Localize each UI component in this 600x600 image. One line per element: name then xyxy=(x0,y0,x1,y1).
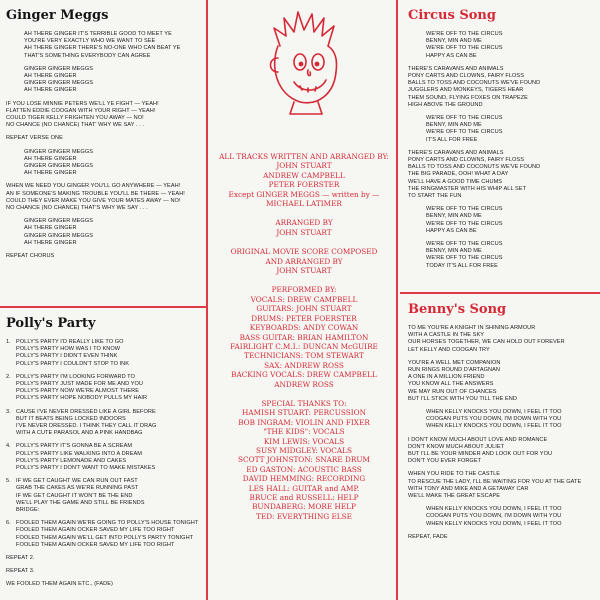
lyric-text: TO START THE FUN xyxy=(408,193,462,200)
credits-line: AND ARRANGED BY xyxy=(265,256,343,266)
lyric-text: WITH TONY AND MIKE AND A GETAWAY CAR xyxy=(408,485,529,492)
lyric-line xyxy=(6,240,200,247)
lyric-line xyxy=(6,409,206,416)
lyric-line xyxy=(408,347,600,354)
lyric-text: AH THERE GINGER xyxy=(24,155,77,162)
lyric-text: WE'LL HAVE A GOOD TIME CHUMS xyxy=(408,178,503,185)
lyric-text: FOOLED THEM AGAIN OCKER SAVED MY LIFE TOO RIGHT xyxy=(16,527,175,534)
lyric-text: BALLS TO TOSS AND COCONUTS WE'VE FOUND xyxy=(408,164,541,171)
lyric-line xyxy=(6,31,200,38)
lyric-line xyxy=(408,241,594,248)
credits-line: BACKING VOCALS: DREW CAMPBELL xyxy=(231,370,377,380)
lyric-text: POLLY'S PARTY NOW WE'RE ALMOST THERE xyxy=(16,388,139,395)
lyric-text: HAPPY AS CAN BE xyxy=(426,52,477,59)
credits-line: GUITARS: JOHN STUART xyxy=(256,304,352,314)
credits-gap xyxy=(210,237,398,247)
lyric-line xyxy=(6,205,200,212)
lyric-text: PONY CARTS AND CLOWNS, FAIRY FLOSS xyxy=(408,157,524,164)
lyric-line xyxy=(408,479,600,486)
credits-line: TECHNICIANS: TOM STEWART xyxy=(244,351,364,361)
lyric-line xyxy=(6,253,200,260)
lyric-text: NO CHANCE (NO CHANCE) THAT'S WHY WE SAY . . . xyxy=(6,205,148,212)
verse-number: 1. xyxy=(6,339,11,345)
lyric-text: THERE'S CARAVANS AND ANIMALS xyxy=(408,149,504,156)
song-title-bennys-song: Benny's Song xyxy=(408,302,507,317)
lyric-text: BENNY, MIN AND ME xyxy=(426,38,482,45)
lyric-line xyxy=(408,534,600,541)
lyric-line xyxy=(408,87,594,94)
credits-line: JOHN STUART xyxy=(276,161,332,171)
lyric-line xyxy=(408,471,600,478)
lyric-text: CAUSE I'VE NEVER DRESSED LIKE A GIRL BEFORE xyxy=(16,408,156,415)
credits-line: LES HALL: GUITAR and AMP. xyxy=(248,483,360,493)
lyric-text: IF WE GET CAUGHT WE CAN RUN OUT FAST xyxy=(16,478,138,485)
lyric-text: REPEAT 2. xyxy=(6,555,35,562)
lyric-line xyxy=(408,493,600,500)
polly-section xyxy=(6,312,206,600)
lyric-line xyxy=(6,555,206,562)
credits-line: BUNDABERG: MORE HELP xyxy=(252,502,356,512)
lyric-text: THE RINGMASTER WITH HIS WHIP ALL SET xyxy=(408,185,527,192)
song-title-circus-song: Circus Song xyxy=(408,8,496,23)
lyric-line xyxy=(408,193,594,200)
lyric-text: DON'T KNOW MUCH ABOUT JULIET xyxy=(408,443,505,450)
lyric-line xyxy=(408,389,600,396)
lyric-line xyxy=(6,73,200,80)
lyric-text: TODAY IT'S ALL FOR FREE xyxy=(426,262,498,269)
credits-line: BASS GUITAR: BRIAN HAMILTON xyxy=(239,332,369,342)
lyric-text: COOGAN PUTS YOU DOWN, I'M DOWN WITH YOU xyxy=(426,416,562,423)
lyric-line xyxy=(6,53,200,60)
lyric-line xyxy=(408,53,594,60)
lyric-text: WE'LL PLAY THE GAME AND STILL BE FRIENDS xyxy=(16,499,145,506)
lyric-line xyxy=(408,80,594,87)
credits-line: JOHN STUART xyxy=(276,227,332,237)
lyric-line xyxy=(408,66,594,73)
lyric-line xyxy=(6,361,206,368)
lyric-line xyxy=(408,137,594,144)
credits-gap xyxy=(210,275,398,285)
lyric-line xyxy=(6,381,206,388)
lyric-text: IF YOU LOSE MINNIE PETERS WE'LL YE FIGHT — YEAH! xyxy=(6,100,159,107)
lyric-line xyxy=(408,486,600,493)
lyric-text: AN IF SOMEONE'S MAKING TROUBLE YOU'LL BE THERE — YEAH! xyxy=(6,190,185,197)
lyric-text: THE BIG PARADE, OOH! WHAT A DAY xyxy=(408,171,509,178)
lyric-text: PONY CARTS AND CLOWNS, FAIRY FLOSS xyxy=(408,73,524,80)
lyric-line xyxy=(6,493,206,500)
lyric-line xyxy=(6,458,206,465)
lyric-text: GINGER GINGER MEGGS xyxy=(24,163,94,170)
credits-line: VOCALS: DREW CAMPBELL xyxy=(250,294,358,304)
divider-right xyxy=(400,292,600,294)
lyric-line xyxy=(6,416,206,423)
lyric-text: REPEAT CHORUS xyxy=(6,253,55,260)
credits-line: ANDREW ROSS xyxy=(274,379,334,389)
credits-line: "THE KIDS": VOCALS xyxy=(263,427,345,437)
lyric-text: HIGH ABOVE THE GROUND xyxy=(408,101,483,108)
lyric-line xyxy=(6,115,200,122)
lyric-text: WE'RE OFF TO THE CIRCUS xyxy=(426,255,503,262)
lyric-text: POLLY'S PARTY I DIDN'T EVEN THINK xyxy=(16,353,118,360)
lyric-line xyxy=(6,233,200,240)
lyric-line xyxy=(6,218,200,225)
credits-line: KEYBOARDS: ANDY COWAN xyxy=(249,323,359,333)
lyric-line xyxy=(408,396,600,403)
lyric-text: GINGER GINGER MEGGS xyxy=(24,232,94,239)
lyric-text: POLLY'S PARTY LIKE WALKING INTO A DREAM xyxy=(16,450,143,457)
lyric-text: REPEAT, FADE xyxy=(408,533,448,540)
credits-heading: ARRANGED BY xyxy=(275,218,333,228)
lyric-line xyxy=(408,339,600,346)
song-title-pollys-party: Polly's Party xyxy=(6,316,96,331)
verse-number: 4. xyxy=(6,443,11,450)
lyric-line xyxy=(6,507,206,514)
lyric-text: BALLS TO TOSS AND COCONUTS WE'VE FOUND xyxy=(408,80,541,87)
credits-column xyxy=(210,0,398,600)
lyric-line xyxy=(6,443,206,450)
lyric-line xyxy=(6,101,200,108)
lyric-line xyxy=(408,255,594,262)
credits-line: BOB INGRAM: VIOLIN AND FIXER xyxy=(238,417,370,427)
lyric-line xyxy=(408,221,594,228)
credits-heading: ORIGINAL MOVIE SCORE COMPOSED xyxy=(230,247,378,257)
lyric-line xyxy=(408,381,600,388)
credits-line: DRUMS: PETER FOERSTER xyxy=(251,313,357,323)
lyric-text: WHEN KELLY KNOCKS YOU DOWN, I FEEL IT TOO xyxy=(426,409,562,416)
lyric-text: A ONE IN A MILLION FRIEND xyxy=(408,374,485,381)
lyric-line xyxy=(408,360,600,367)
divider-left xyxy=(0,306,208,308)
lyric-line xyxy=(6,388,206,395)
lyric-text: THEM SOUND, FLYING FOXES ON TRAPEZE xyxy=(408,94,528,101)
lyric-text: TO ME YOU'RE A KNIGHT IN SHINING ARMOUR xyxy=(408,325,536,331)
credits-gap xyxy=(210,389,398,399)
lyric-text: I'VE NEVER DRESSED. I THINK THEY CALL IT DRAG xyxy=(16,423,157,430)
credits-line: PETER FOERSTER xyxy=(268,180,340,190)
lyric-line xyxy=(6,374,206,381)
lyric-text: POLLY'S PARTY IT'S GONNA BE A SCREAM xyxy=(16,443,133,450)
lyric-line xyxy=(408,367,600,374)
lyric-line xyxy=(6,87,200,94)
lyric-text: YOU'RE A WELL MET COMPANION xyxy=(408,359,501,366)
ginger-meggs-face-illustration xyxy=(260,6,350,116)
lyric-text: BRIDGE: xyxy=(16,507,40,514)
lyric-line xyxy=(408,332,600,339)
lyric-text: FLATTEN EDDIE COOGAN WITH YOUR RIGHT — YEAH! xyxy=(6,107,156,114)
credits-line: MICHAEL LATIMER xyxy=(266,199,342,209)
lyric-line xyxy=(408,374,600,381)
verse-number: 2. xyxy=(6,373,11,380)
lyric-line xyxy=(408,521,600,528)
lyric-line xyxy=(6,149,200,156)
verse-number: 6. xyxy=(6,520,11,527)
lyric-line xyxy=(6,170,200,177)
lyric-line xyxy=(408,451,600,458)
credits-gap xyxy=(210,208,398,218)
lyric-line xyxy=(6,191,200,198)
lyric-text: YOU'RE VERY EXACTLY WHO WE WANT TO SEE xyxy=(24,38,156,45)
credits-line: DAVID HEMMING: RECORDING xyxy=(242,474,366,484)
lyric-text: FOOLED THEM AGAIN WE'RE GOING TO POLLY'S HOUSE TONIGHT xyxy=(16,520,199,527)
credits-line: ED GASTON: ACOUSTIC BASS xyxy=(246,464,362,474)
lyric-text: BENNY, MIN AND ME xyxy=(426,248,482,255)
credits-line: FAIRLIGHT C.M.I.: DUNCAN McGUIRE xyxy=(230,341,378,351)
lyric-line xyxy=(408,513,600,520)
lyric-text: WE FOOLED THEM AGAIN ETC., (FADE) xyxy=(6,581,113,588)
lyric-line xyxy=(6,339,206,346)
lyric-line xyxy=(408,38,594,45)
lyric-text: HAPPY AS CAN BE xyxy=(426,227,477,234)
lyric-text: BENNY, MIN AND ME xyxy=(426,122,482,129)
lyrics-circus-song xyxy=(408,31,594,270)
credits-line: SAX: ANDREW ROSS xyxy=(264,360,344,370)
lyric-text: REPEAT 3. xyxy=(6,568,35,575)
lyric-text: GINGER GINGER MEGGS xyxy=(24,65,94,72)
lyric-text: FOOLED THEM AGAIN OCKER SAVED MY LIFE TOO RIGHT xyxy=(16,541,175,548)
lyric-text: WHEN YOU RIDE TO THE CASTLE xyxy=(408,471,501,478)
lyric-line xyxy=(6,430,206,437)
benny-section xyxy=(408,298,600,600)
lyric-line xyxy=(6,156,200,163)
lyric-line xyxy=(408,437,600,444)
lyric-text: WITH A CUTE PARASOL AND A PINK HANDBAG xyxy=(16,430,143,437)
lyric-line xyxy=(6,346,206,353)
lyric-line xyxy=(408,122,594,129)
lyric-text: GINGER GINGER MEGGS xyxy=(24,148,94,155)
lyric-text: COOGAN PUTS YOU DOWN, I'M DOWN WITH YOU xyxy=(426,513,562,520)
lyric-text: AH THERE GINGER THERE'S NO-ONE WHO CAN BEAT YE xyxy=(24,45,181,52)
lyric-line xyxy=(408,73,594,80)
credits-line: SUSY MIDGLEY: VOCALS xyxy=(255,445,352,455)
lyric-line xyxy=(408,206,594,213)
lyric-text: GINGER GINGER MEGGS xyxy=(24,218,94,225)
lyric-line xyxy=(6,122,200,129)
lyric-line xyxy=(6,423,206,430)
credits-line: TED: EVERYTHING ELSE xyxy=(256,511,352,521)
verse-number: 5. xyxy=(6,478,11,485)
lyric-line xyxy=(6,465,206,472)
lyric-text: POLLY'S PARTY I COULDN'T STOP TO INK xyxy=(16,360,130,367)
lyric-text: BUT IT BEATS BEING LOCKED INDOORS xyxy=(16,415,126,422)
lyrics-ginger-meggs xyxy=(6,31,200,260)
lyric-line xyxy=(6,183,200,190)
lyric-text: RUN RINGS ROUND D'ARTAGNAN xyxy=(408,367,500,374)
lyric-text: POLLY'S PARTY LEMONADE AND CAKES xyxy=(16,457,127,464)
lyric-line xyxy=(408,423,600,430)
lyric-line xyxy=(408,228,594,235)
lyrics-bennys-song xyxy=(408,325,600,541)
lyric-text: OUR HORSES TOGETHER, WE CAN HOLD OUT FOREVER xyxy=(408,339,565,346)
credits-heading: PERFORMED BY: xyxy=(271,285,337,295)
lyric-line xyxy=(6,80,200,87)
lyric-text: WE'RE OFF TO THE CIRCUS xyxy=(426,241,503,248)
lyric-line xyxy=(6,395,206,402)
lyric-line xyxy=(408,129,594,136)
lyric-line xyxy=(6,485,206,492)
lyric-text: GRAB THE CAKES AS WE'RE RUNNING PAST xyxy=(16,485,139,492)
lyric-line xyxy=(408,325,600,332)
lyric-line xyxy=(408,506,600,513)
lyric-text: WHEN WE NEED YOU GINGER YOU'LL GO ANYWHERE — YEAH! xyxy=(6,183,181,190)
lyric-text: POLLY'S PARTY JUST MADE FOR ME AND YOU xyxy=(16,381,143,388)
lyric-line xyxy=(6,500,206,507)
lyric-text: POLLY'S PARTY HOW WAS I TO KNOW xyxy=(16,346,121,353)
lyric-text: WE MAY RUN OUT OF CHANCES xyxy=(408,388,497,395)
lyric-text: POLLY'S PARTY I'D REALLY LIKE TO GO xyxy=(16,339,124,345)
credits-line: SCOTT JOHNSTON: SNARE DRUM xyxy=(238,455,370,465)
lyric-line xyxy=(408,157,594,164)
lyric-text: WE'RE OFF TO THE CIRCUS xyxy=(426,45,503,52)
lyric-line xyxy=(408,248,594,255)
lyric-line xyxy=(6,542,206,549)
lyric-text: WHEN KELLY KNOCKS YOU DOWN, I FEEL IT TOO xyxy=(426,520,562,527)
lyric-text: IT'S ALL FOR FREE xyxy=(426,136,478,143)
lyric-text: WE'RE OFF TO THE CIRCUS xyxy=(426,129,503,136)
lyric-line xyxy=(408,186,594,193)
lyric-line xyxy=(408,444,600,451)
credits-line: JOHN STUART xyxy=(276,266,332,276)
lyric-line xyxy=(6,451,206,458)
lyric-text: WE'RE OFF TO THE CIRCUS xyxy=(426,220,503,227)
lyric-text: POLLY'S PARTY HOPE NOBODY PULLS MY HAIR xyxy=(16,395,148,402)
lyric-text: LET KELLY AND COOGAN TRY xyxy=(408,346,490,353)
lyric-line xyxy=(408,95,594,102)
lyric-text: JUGGLERS AND MONKEYS, TIGERS HEAR xyxy=(408,87,524,94)
credits-heading: ALL TRACKS WRITTEN AND ARRANGED BY: xyxy=(219,152,389,161)
lyric-text: AH THERE GINGER IT'S TERRIBLE GOOD TO MEET YE xyxy=(24,31,172,37)
song-title-ginger-meggs: Ginger Meggs xyxy=(6,8,109,23)
lyric-text: AH THERE GINGER xyxy=(24,239,77,246)
lyric-line xyxy=(408,416,600,423)
credits-line: BRUCE and RUSSELL: HELP xyxy=(249,493,359,502)
lyric-text: THERE'S CARAVANS AND ANIMALS xyxy=(408,65,504,72)
lyric-line xyxy=(408,409,600,416)
lyric-text: AH THERE GINGER xyxy=(24,73,77,80)
lyric-line xyxy=(6,225,200,232)
credits-line: KIM LEWIS: VOCALS xyxy=(263,436,345,446)
credits-heading: SPECIAL THANKS TO: xyxy=(261,398,347,408)
lyric-line xyxy=(408,458,600,465)
verse-number: 3. xyxy=(6,408,11,415)
lyric-text: TO RESCUE THE LADY, I'LL BE WAITING FOR YOU AT THE GATE xyxy=(408,478,582,485)
lyric-line xyxy=(6,581,206,588)
lyric-text: AH THERE GINGER xyxy=(24,170,77,177)
lyric-text: POLLY'S PARTY I DON'T WANT TO MAKE MISTAKES xyxy=(16,465,156,472)
credits-line: ANDREW CAMPBELL xyxy=(263,170,345,180)
lyric-line xyxy=(408,171,594,178)
lyric-text: WE'RE OFF TO THE CIRCUS xyxy=(426,206,503,213)
lyric-text: IF WE GET CAUGHT IT WON'T BE THE END xyxy=(16,492,133,499)
lyric-line xyxy=(408,179,594,186)
lyric-line xyxy=(6,478,206,485)
lyric-text: NO CHANCE (NO CHANCE) THAT' WHY WE SAY . . . xyxy=(6,122,144,129)
lyric-line xyxy=(408,263,594,270)
lyric-line xyxy=(6,45,200,52)
lyric-line xyxy=(6,520,206,527)
credits-line: HAMISH STUART: PERCUSSION xyxy=(241,408,367,418)
lyric-line xyxy=(408,213,594,220)
lyric-text: WE'RE OFF TO THE CIRCUS xyxy=(426,115,503,122)
lyric-line xyxy=(408,31,594,38)
lyric-text: BENNY, MIN AND ME xyxy=(426,213,482,220)
lyric-text: THAT'S SOMETHING EVERYBODY CAN AGREE xyxy=(24,52,151,59)
lyric-line xyxy=(6,108,200,115)
lyric-line xyxy=(408,102,594,109)
lyric-text: WE'RE OFF TO THE CIRCUS xyxy=(426,31,503,37)
lyric-line xyxy=(6,135,200,142)
lyric-text: COULD THEY EVER MAKE YOU GIVE YOUR MATES AWAY — NO! xyxy=(6,197,181,204)
lyric-line xyxy=(6,535,206,542)
lyric-text: AH THERE GINGER xyxy=(24,225,77,232)
lyric-text: COULD TIGER KELLY FRIGHTEN YOU AWAY — NO! xyxy=(6,115,144,122)
lyric-line xyxy=(408,164,594,171)
lyric-text: FOOLED THEM AGAIN WE'LL GET INTO POLLY'S PARTY TONIGHT xyxy=(16,534,194,541)
lyric-text: WITH A CASTLE IN THE SKY xyxy=(408,332,485,339)
lyric-text: WE'LL MAKE THE GREAT ESCAPE xyxy=(408,493,501,500)
lyric-line xyxy=(6,66,200,73)
lyric-line xyxy=(408,45,594,52)
lyric-text: BUT I'LL BE YOUR MINDER AND LOOK OUT FOR YOU xyxy=(408,451,553,458)
lyric-text: BUT I'LL STICK WITH YOU TILL THE END xyxy=(408,395,517,402)
lyric-line xyxy=(408,115,594,122)
lyric-text: AH THERE GINGER xyxy=(24,87,77,94)
lyric-text: REPEAT VERSE ONE xyxy=(6,135,63,142)
lyric-text: GINGER GINGER MEGGS xyxy=(24,80,94,87)
lyric-text: POLLY'S PARTY I'M LOOKING FORWARD TO xyxy=(16,373,135,380)
lyric-line xyxy=(408,150,594,157)
lyric-line xyxy=(6,163,200,170)
lyric-text: WHEN KELLY KNOCKS YOU DOWN, I FEEL IT TOO xyxy=(426,506,562,513)
lyric-text: WHEN KELLY KNOCKS YOU DOWN, I FEEL IT TOO xyxy=(426,423,562,430)
lyric-line xyxy=(6,568,206,575)
lyric-line xyxy=(6,353,206,360)
lyric-text: YOU KNOW ALL THE ANSWERS xyxy=(408,381,494,388)
lyric-text: I DON'T KNOW MUCH ABOUT LOVE AND ROMANCE xyxy=(408,436,548,443)
lyrics-pollys-party xyxy=(6,339,206,589)
lyric-line xyxy=(6,198,200,205)
lyric-line xyxy=(6,527,206,534)
lyric-text: DON'T YOU EVER FORGET xyxy=(408,458,482,465)
lyric-line xyxy=(6,38,200,45)
credits-line: Except GINGER MEGGS — written by — xyxy=(228,189,380,199)
credits-block xyxy=(210,152,398,521)
